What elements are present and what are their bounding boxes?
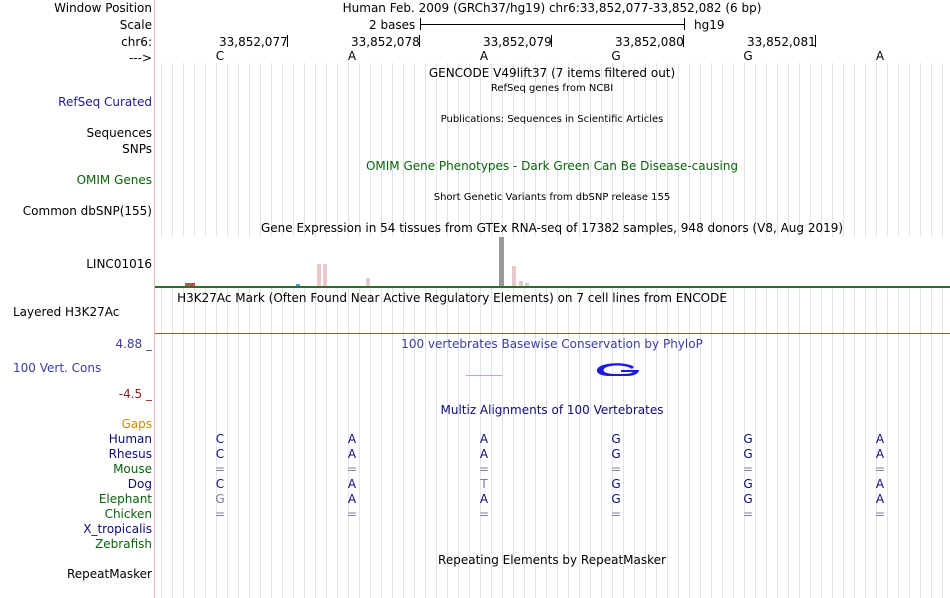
gridline — [238, 63, 239, 598]
gridline — [227, 63, 228, 598]
gridline — [722, 63, 723, 598]
multiz-title: Multiz Alignments of 100 Vertebrates — [440, 403, 664, 417]
gridline — [425, 63, 426, 598]
alignment-base: G — [743, 447, 753, 461]
gtex-bar — [317, 264, 321, 286]
repeatmasker-title: Repeating Elements by RepeatMasker — [438, 553, 666, 567]
alignment-base: T — [480, 477, 488, 491]
gridline — [810, 63, 811, 598]
phylop-g-logo — [595, 363, 641, 377]
gridline — [590, 63, 591, 598]
gtex-title: Gene Expression in 54 tissues from GTEx RNA-seq of 17382 samples, 948 donors (V8, Aug 2019) — [260, 221, 844, 235]
species-label[interactable]: Rhesus — [108, 447, 152, 461]
scale-value: 2 bases — [369, 18, 416, 32]
chrom-label: chr6: — [121, 35, 152, 49]
gtex-bar — [323, 264, 327, 286]
gridline — [491, 63, 492, 598]
gridline — [601, 63, 602, 598]
publications-title: Publications: Sequences in Scientific Articles — [440, 114, 664, 125]
alignment-base: G — [611, 477, 621, 491]
reference-base: A — [875, 49, 885, 63]
scale-line — [420, 24, 685, 25]
gridline — [887, 63, 888, 598]
position-number: 33,852,080 — [615, 35, 684, 49]
alignment-base: G — [611, 447, 621, 461]
species-label[interactable]: Elephant — [98, 492, 152, 506]
gridline — [865, 63, 866, 598]
scale-tick-left — [420, 18, 421, 30]
alignment-base: A — [347, 477, 357, 491]
gridline — [678, 63, 679, 598]
gridline — [843, 63, 844, 598]
gridline — [546, 63, 547, 598]
gridline — [293, 63, 294, 598]
alignment-base: G — [611, 492, 621, 506]
reference-base: G — [743, 49, 753, 63]
gridline — [414, 63, 415, 598]
gridline — [381, 63, 382, 598]
phylop-title: 100 vertebrates Basewise Conservation by PhyloP — [401, 337, 703, 351]
alignment-base: A — [875, 492, 885, 506]
alignment-base: = — [742, 507, 754, 521]
alignment-base: A — [875, 432, 885, 446]
alignment-base: = — [346, 507, 358, 521]
window-position-label: Window Position — [54, 1, 152, 15]
h3k27ac-baseline — [155, 333, 950, 334]
gridline — [370, 63, 371, 598]
gtex-bar — [512, 266, 516, 286]
refseq-title: RefSeq genes from NCBI — [490, 83, 614, 94]
alignment-base: A — [479, 432, 489, 446]
gridline — [689, 63, 690, 598]
gridline — [271, 63, 272, 598]
gridline — [524, 63, 525, 598]
gridline — [194, 63, 195, 598]
alignment-base: C — [215, 447, 225, 461]
gtex-bar — [366, 278, 370, 286]
gridline — [733, 63, 734, 598]
gridline — [832, 63, 833, 598]
alignment-base: = — [346, 462, 358, 476]
position-number: 33,852,079 — [483, 35, 552, 49]
gridline — [821, 63, 822, 598]
phylop-low-mark — [466, 375, 502, 376]
alignment-base: = — [214, 507, 226, 521]
gridline — [711, 63, 712, 598]
alignment-base: G — [611, 432, 621, 446]
gridline — [766, 63, 767, 598]
species-label[interactable]: Dog — [127, 477, 152, 491]
gridline — [172, 63, 173, 598]
gridline — [667, 63, 668, 598]
gridline — [205, 63, 206, 598]
gridline — [183, 63, 184, 598]
scale-label: Scale — [119, 18, 152, 32]
gridline — [326, 63, 327, 598]
alignment-base: G — [215, 492, 225, 506]
publications-label[interactable]: Sequences — [86, 126, 152, 140]
alignment-base: C — [215, 432, 225, 446]
phylop-min-label: -4.5 _ — [118, 387, 152, 401]
alignment-base: = — [478, 507, 490, 521]
alignment-base: G — [743, 432, 753, 446]
gridline — [634, 63, 635, 598]
gridline — [447, 63, 448, 598]
gridline — [799, 63, 800, 598]
reference-base: G — [611, 49, 621, 63]
gridline — [623, 63, 624, 598]
strand-label: ---> — [128, 51, 152, 65]
gridline — [920, 63, 921, 598]
phylop-max-label: 4.88 _ — [115, 337, 152, 351]
gridline — [315, 63, 316, 598]
assembly-name: hg19 — [694, 18, 725, 32]
gridline — [568, 63, 569, 598]
gridline — [579, 63, 580, 598]
alignment-base: = — [610, 462, 622, 476]
gridline — [260, 63, 261, 598]
species-label[interactable]: Zebrafish — [95, 537, 152, 551]
gencode-title: GENCODE V49lift37 (7 items filtered out) — [428, 66, 676, 80]
alignment-base: G — [743, 477, 753, 491]
refseq-label[interactable]: RefSeq Curated — [58, 95, 152, 109]
h3k27ac-label[interactable]: Layered H3K27Ac — [13, 305, 120, 319]
track-area[interactable] — [155, 0, 950, 598]
gridline — [161, 63, 162, 598]
alignment-base: = — [742, 462, 754, 476]
alignment-base: = — [478, 462, 490, 476]
alignment-base: A — [479, 447, 489, 461]
gridline — [436, 63, 437, 598]
species-label[interactable]: X_tropicalis — [83, 522, 152, 536]
dbsnp-title: Short Genetic Variants from dbSNP release 155 — [433, 192, 671, 203]
gridline — [337, 63, 338, 598]
repeatmasker-label[interactable]: RepeatMasker — [66, 567, 152, 581]
gtex-label[interactable]: LINC01016 — [86, 257, 152, 271]
alignment-base: G — [743, 492, 753, 506]
track-labels — [0, 0, 155, 598]
alignment-base: = — [610, 507, 622, 521]
gridline — [898, 63, 899, 598]
window-position-value: Human Feb. 2009 (GRCh37/hg19) chr6:33,852,077-33,852,082 (6 bp) — [342, 1, 762, 15]
gridline — [931, 63, 932, 598]
position-number: 33,852,081 — [747, 35, 816, 49]
gridline — [656, 63, 657, 598]
alignment-base: A — [875, 477, 885, 491]
gridline — [777, 63, 778, 598]
alignment-base: A — [347, 432, 357, 446]
alignment-base: = — [874, 462, 886, 476]
gridline — [645, 63, 646, 598]
gridline — [700, 63, 701, 598]
gridline — [535, 63, 536, 598]
reference-base: A — [479, 49, 489, 63]
omim-label[interactable]: OMIM Genes — [76, 173, 152, 187]
gridline — [854, 63, 855, 598]
gridline — [359, 63, 360, 598]
gridline — [458, 63, 459, 598]
h3k27ac-title: H3K27Ac Mark (Often Found Near Active Regulatory Elements) on 7 cell lines from ENCODE — [177, 291, 727, 305]
gtex-bar — [499, 237, 504, 286]
gridline — [942, 63, 943, 598]
gridline — [249, 63, 250, 598]
gridline — [392, 63, 393, 598]
species-label[interactable]: Human — [108, 432, 152, 446]
position-number: 33,852,078 — [351, 35, 420, 49]
gridline — [909, 63, 910, 598]
alignment-base: A — [347, 447, 357, 461]
gridline — [557, 63, 558, 598]
alignment-base: = — [874, 507, 886, 521]
gridline — [502, 63, 503, 598]
snps-label[interactable]: SNPs — [122, 142, 152, 156]
alignment-base: A — [347, 492, 357, 506]
gridline — [304, 63, 305, 598]
reference-base: A — [347, 49, 357, 63]
alignment-base: A — [875, 447, 885, 461]
species-label[interactable]: Mouse — [113, 462, 152, 476]
phylop-label[interactable]: 100 Vert. Cons — [13, 361, 102, 375]
dbsnp-label[interactable]: Common dbSNP(155) — [22, 204, 152, 218]
gridline — [788, 63, 789, 598]
gridline — [403, 63, 404, 598]
position-number: 33,852,077 — [219, 35, 288, 49]
gaps-label: Gaps — [121, 417, 152, 431]
omim-title: OMIM Gene Phenotypes - Dark Green Can Be Disease-causing — [365, 159, 739, 173]
gridline — [755, 63, 756, 598]
alignment-base: = — [214, 462, 226, 476]
gridline — [469, 63, 470, 598]
alignment-base: A — [479, 492, 489, 506]
gtex-baseline — [155, 286, 950, 288]
gridline — [282, 63, 283, 598]
species-label[interactable]: Chicken — [104, 507, 152, 521]
gridline — [513, 63, 514, 598]
reference-base: C — [215, 49, 225, 63]
alignment-base: C — [215, 477, 225, 491]
scale-tick-right — [684, 18, 685, 30]
gtex-plot-bg — [155, 237, 950, 286]
